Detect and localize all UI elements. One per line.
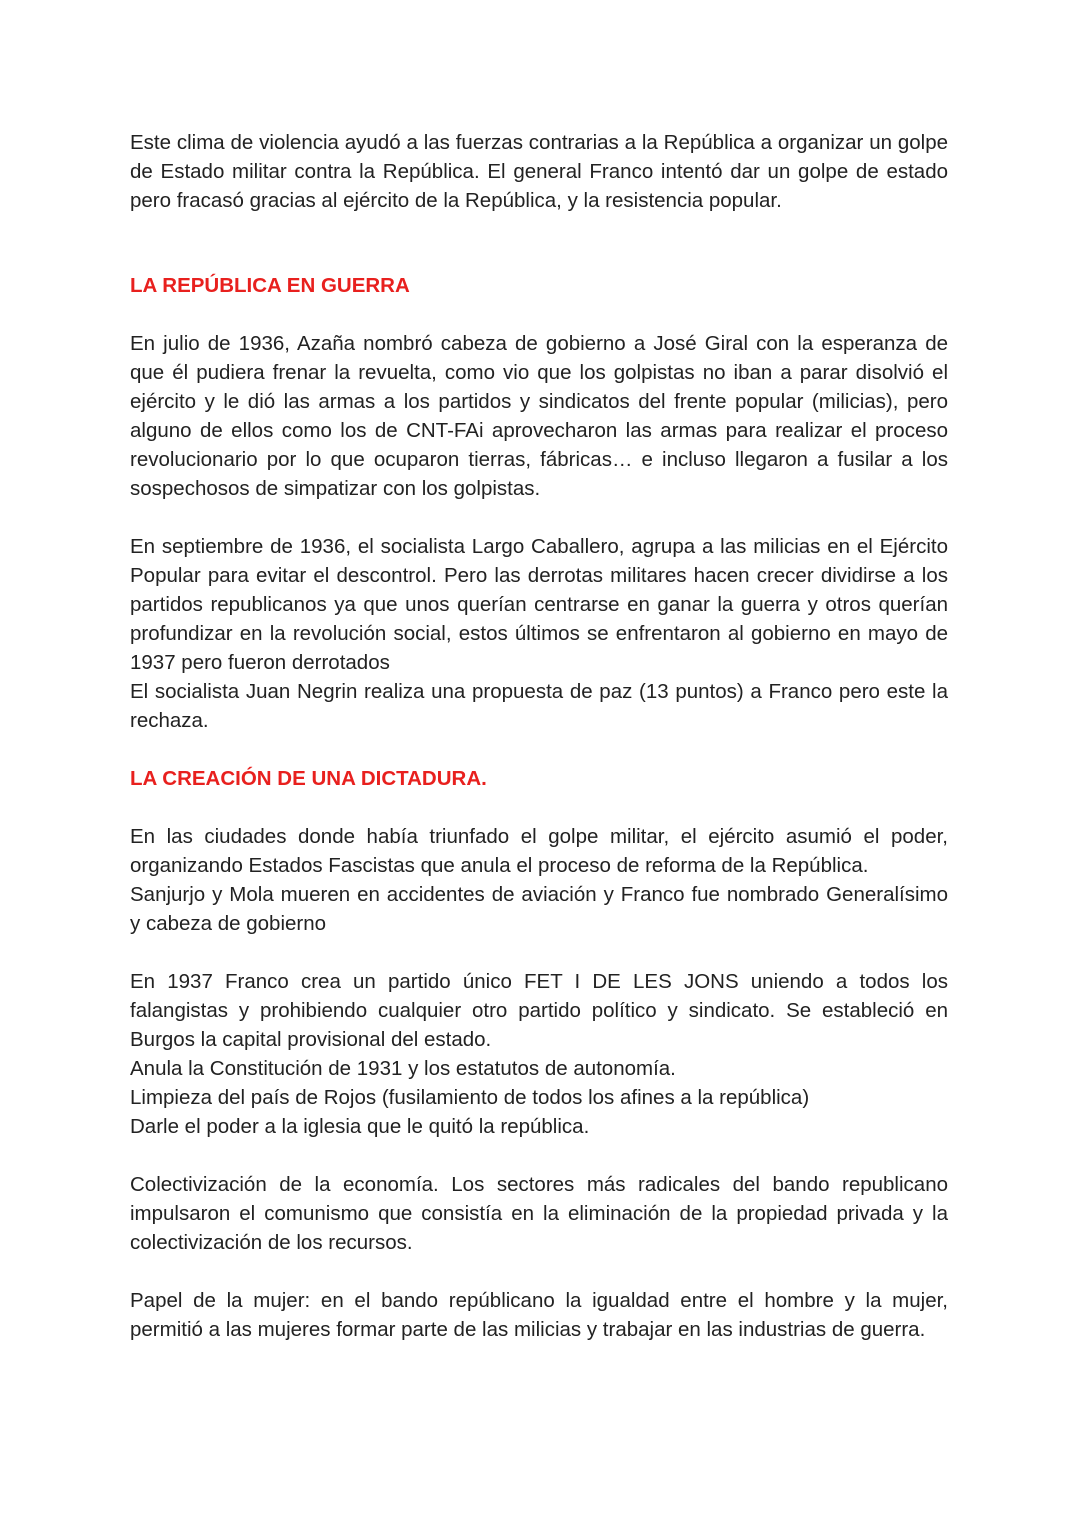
paragraph-papel-mujer: Papel de la mujer: en el bando repúblicano la igualdad entre el hombre y la mujer, permitió a las mujeres formar parte de las milicias y trabajar en las industrias de guerra. (130, 1289, 948, 1341)
paragraph-limpieza: Limpieza del país de Rojos (fusilamiento de todos los afines a la república) (130, 1086, 810, 1109)
paragraph-sanjurjo-mola: Sanjurjo y Mola mueren en accidentes de aviación y Franco fue nombrado Generalísimo y cabeza de gobierno (130, 883, 948, 935)
paragraph-negrin: El socialista Juan Negrin realiza una propuesta de paz (13 puntos) a Franco pero este la rechaza. (130, 680, 948, 732)
document-page (130, 128, 948, 1344)
paragraph-ciudades: En las ciudades donde había triunfado el golpe militar, el ejército asumió el poder, organizando Estados Fascistas que anula el proceso de reforma de la República. (130, 825, 948, 877)
section-heading-republica-en-guerra: LA REPÚBLICA EN GUERRA (130, 274, 410, 297)
section-heading-creacion-dictadura: LA CREACIÓN DE UNA DICTADURA. (130, 767, 487, 790)
paragraph-constitucion: Anula la Constitución de 1931 y los estatutos de autonomía. (130, 1057, 676, 1080)
paragraph-colectivizacion: Colectivización de la economía. Los sectores más radicales del bando republicano impulsaron el comunismo que consistía en la eliminación de la propiedad privada y la colectivización de los recursos. (130, 1173, 948, 1254)
paragraph-partido-unico: En 1937 Franco crea un partido único FET I DE LES JONS uniendo a todos los falangistas y prohibiendo cualquier otro partido político y sindicato. Se estableció en Burgos la capital provisional del estado. (130, 970, 948, 1051)
paragraph-iglesia: Darle el poder a la iglesia que le quitó la república. (130, 1115, 590, 1138)
intro-paragraph: Este clima de violencia ayudó a las fuerzas contrarias a la República a organizar un golpe de Estado militar contra la República. El general Franco intentó dar un golpe de estado pero fracasó gracias al ejército de la República, y la resistencia popular. (130, 131, 948, 212)
paragraph-septiembre-1936: En septiembre de 1936, el socialista Largo Caballero, agrupa a las milicias en el Ejército Popular para evitar el descontrol. Pero las derrotas militares hacen crecer dividirse a los partidos republicanos ya que unos querían centrarse en ganar la guerra y otros querían profundizar en la revolución social, estos últimos se enfrentaron al gobierno en mayo de 1937 pero fueron derrotados (130, 535, 948, 674)
paragraph-julio-1936: En julio de 1936, Azaña nombró cabeza de gobierno a José Giral con la esperanza de que él pudiera frenar la revuelta, como vio que los golpistas no iban a parar disolvió el ejército y le dió las armas a los partidos y sindicatos del frente popular (milicias), pero alguno de ellos como los de CNT-FAi aprovecharon las armas para realizar el proceso revolucionario por lo que ocuparon tierras, fábricas… e incluso llegaron a fusilar a los sospechosos de simpatizar con los golpistas. (130, 332, 948, 500)
